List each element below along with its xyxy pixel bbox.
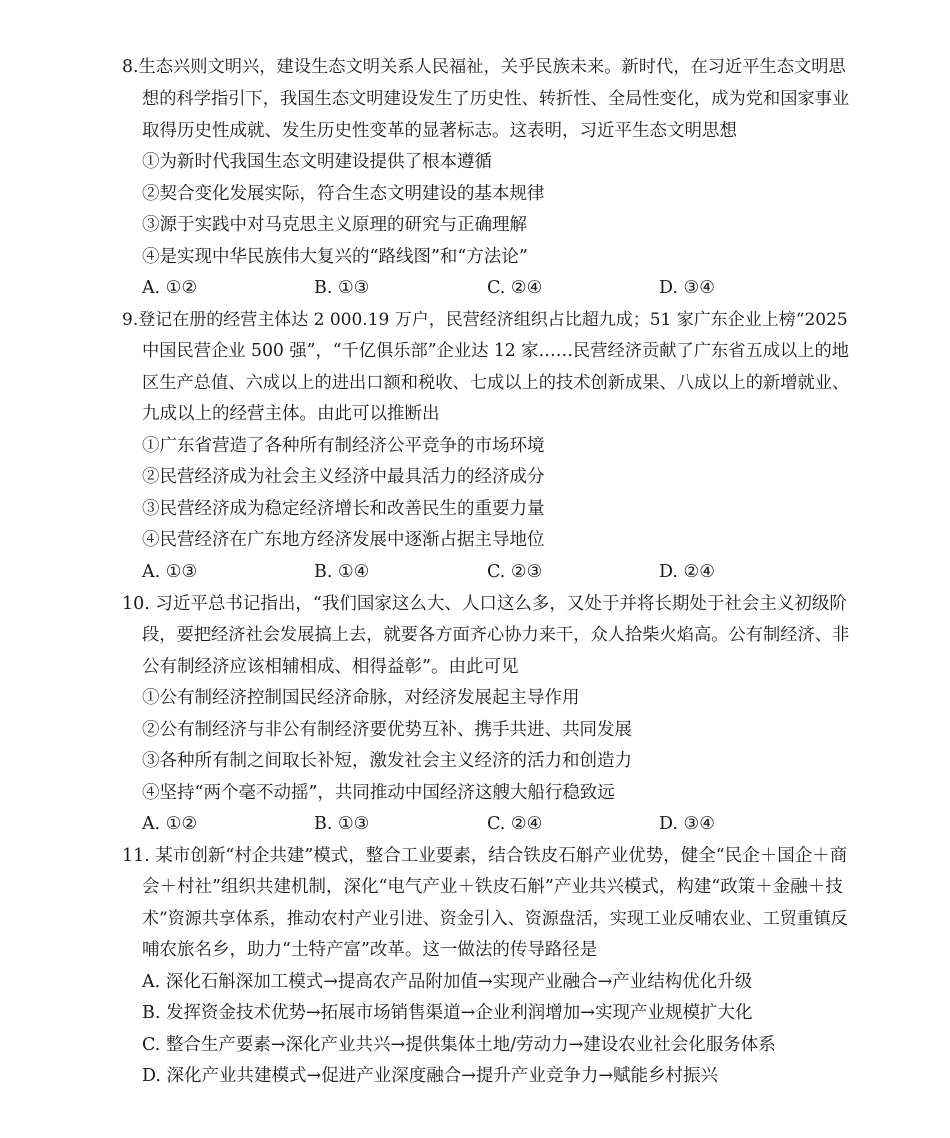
q9-item-4: ④民营经济在广东地方经济发展中逐渐占据主导地位 [142, 530, 545, 550]
q9-choice-a: A. ①③ [142, 562, 198, 582]
q10-stem-line-3: 公有制经济应该相辅相成、相得益彰”。由此可见 [142, 657, 519, 677]
q10-choice-a: A. ①② [142, 814, 198, 834]
q10-item-2: ②公有制经济与非公有制经济要优势互补、携手共进、共同发展 [142, 720, 632, 740]
q9-item-1: ①广东省营造了各种所有制经济公平竞争的市场环境 [142, 436, 545, 456]
q9-choice-c: C. ②③ [487, 562, 543, 582]
q9-choice-d: D. ②④ [659, 562, 715, 582]
q11-choice-c: C. 整合生产要素→深化产业共兴→提供集体土地/劳动力→建设农业社会化服务体系 [142, 1035, 776, 1055]
q8-stem-line-3: 取得历史性成就、发生历史性变革的显著标志。这表明，习近平生态文明思想 [142, 121, 737, 141]
q10-stem-line-1: 10. 习近平总书记指出，“我们国家这么大、人口这么多，又处于并将长期处于社会主义初级阶 [122, 594, 847, 614]
q9-stem-line-3: 区生产总值、六成以上的进出口额和税收、七成以上的技术创新成果、八成以上的新增就业、 [142, 373, 850, 393]
q11-choice-a: A. 深化石斛深加工模式→提高农产品附加值→实现产业融合→产业结构优化升级 [142, 972, 753, 992]
q8-choice-c: C. ②④ [487, 278, 543, 298]
q10-choice-d: D. ③④ [659, 814, 715, 834]
q9-choice-b: B. ①④ [314, 562, 370, 582]
q8-choice-a: A. ①② [142, 278, 198, 298]
q11-stem-line-4: 哺农旅名乡，助力“土特产富”改革。这一做法的传导路径是 [142, 940, 598, 960]
q9-stem-line-4: 九成以上的经营主体。由此可以推断出 [142, 404, 440, 424]
q10-stem-line-2: 段，要把经济社会发展搞上去，就要各方面齐心协力来干，众人拾柴火焰高。公有制经济、非 [142, 625, 850, 645]
q11-stem-line-1: 11. 某市创新“村企共建”模式，整合工业要素，结合铁皮石斛产业优势，健全“民企＋国企＋商 [122, 846, 848, 866]
q11-choice-b: B. 发挥资金技术优势→拓展市场销售渠道→企业利润增加→实现产业规模扩大化 [142, 1003, 753, 1023]
q8-item-2: ②契合变化发展实际，符合生态文明建设的基本规律 [142, 184, 545, 204]
q10-choice-c: C. ②④ [487, 814, 543, 834]
q9-item-2: ②民营经济成为社会主义经济中最具活力的经济成分 [142, 467, 545, 487]
q11-choice-d: D. 深化产业共建模式→促进产业深度融合→提升产业竞争力→赋能乡村振兴 [142, 1066, 719, 1086]
q8-item-3: ③源于实践中对马克思主义原理的研究与正确理解 [142, 215, 527, 235]
q10-choice-b: B. ①③ [314, 814, 370, 834]
q10-item-4: ④坚持“两个毫不动摇”，共同推动中国经济这艘大船行稳致远 [142, 783, 615, 803]
q9-stem-line-2: 中国民营企业 500 强”，“千亿俱乐部”企业达 12 家……民营经济贡献了广东省五成以上的地 [142, 341, 850, 361]
q8-stem-line-1: 8.生态兴则文明兴，建设生态文明关系人民福祉，关乎民族未来。新时代，在习近平生态文明思 [122, 57, 846, 77]
q10-item-1: ①公有制经济控制国民经济命脉，对经济发展起主导作用 [142, 688, 580, 708]
q8-choice-d: D. ③④ [659, 278, 715, 298]
q10-item-3: ③各种所有制之间取长补短，激发社会主义经济的活力和创造力 [142, 751, 632, 771]
q8-item-4: ④是实现中华民族伟大复兴的“路线图”和“方法论” [142, 247, 528, 267]
q9-stem-line-1: 9.登记在册的经营主体达 2 000.19 万户，民营经济组织占比超九成；51 家广东企业上榜“2025 [122, 310, 848, 330]
q8-stem-line-2: 想的科学指引下，我国生态文明建设发生了历史性、转折性、全局性变化，成为党和国家事业 [142, 89, 850, 109]
q8-item-1: ①为新时代我国生态文明建设提供了根本遵循 [142, 152, 492, 172]
q8-choice-b: B. ①③ [314, 278, 370, 298]
q11-stem-line-3: 术”资源共享体系，推动农村产业引进、资金引入、资源盘活，实现工业反哺农业、工贸重镇反 [142, 909, 848, 929]
q11-stem-line-2: 会＋村社”组织共建机制，深化“电气产业＋铁皮石斛”产业共兴模式，构建“政策＋金融＋技 [142, 877, 843, 897]
q9-item-3: ③民营经济成为稳定经济增长和改善民生的重要力量 [142, 499, 545, 519]
